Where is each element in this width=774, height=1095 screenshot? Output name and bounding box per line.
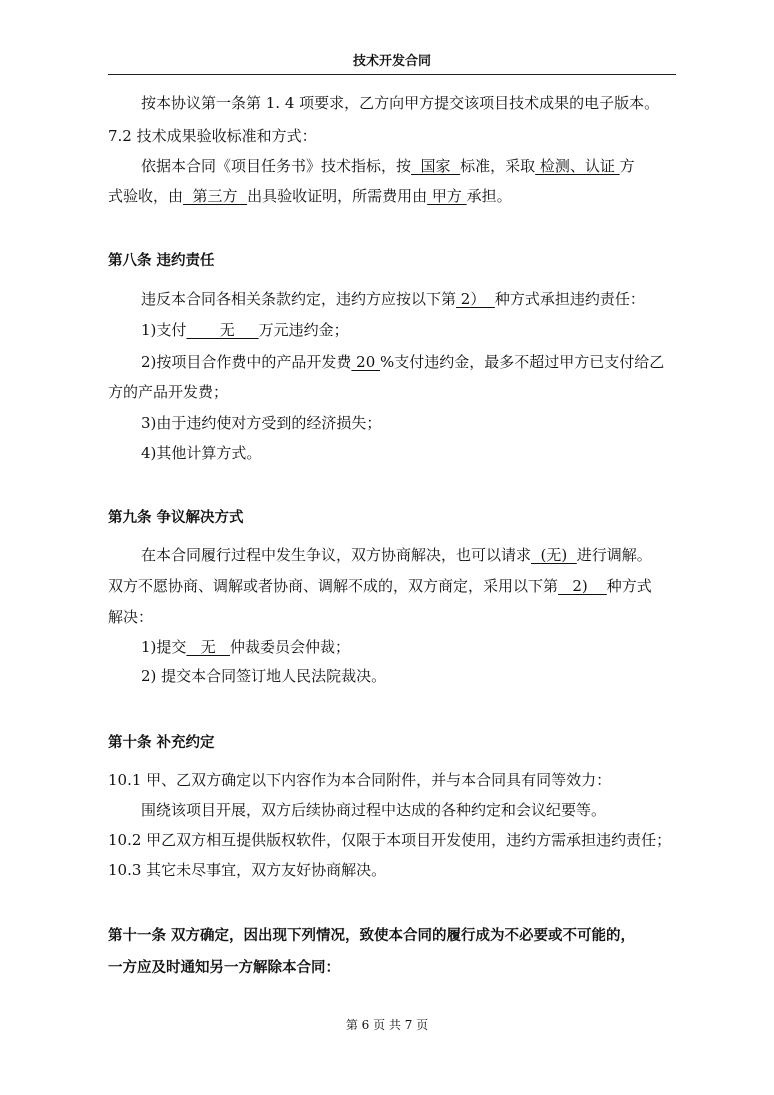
section-11-heading-line-2: 一方应及时通知另一方解除本合同： bbox=[108, 960, 340, 976]
text: 1)支付 bbox=[141, 321, 187, 339]
text: 出具验收证明，所需费用由 bbox=[247, 187, 428, 205]
header-divider bbox=[108, 74, 676, 75]
s8-item-2 bbox=[141, 352, 713, 372]
text: 万元违约金； bbox=[258, 321, 349, 339]
s9-line-1 bbox=[141, 545, 713, 565]
text: 2)按项目合作费中的产品开发费 bbox=[141, 353, 352, 371]
text: 仲裁委员会仲裁； bbox=[230, 638, 351, 656]
s8-item-4: 4)其他计算方式。 bbox=[141, 444, 262, 462]
blank-standard: 国家 bbox=[411, 157, 461, 175]
blank-resolution-method: 2) bbox=[558, 577, 607, 595]
text: 种方式 bbox=[606, 577, 652, 595]
s7-line-4 bbox=[108, 186, 680, 206]
page-number: 第 6 页 共 7 页 bbox=[345, 1018, 429, 1032]
s9-item-1 bbox=[141, 637, 713, 657]
s8-line-1 bbox=[141, 289, 713, 309]
s10-clause-10-1: 10.1 甲、乙双方确定以下内容作为本合同附件，并与本合同具有同等效力： bbox=[108, 771, 612, 789]
s9-line-3: 解决： bbox=[108, 608, 154, 626]
section-10-heading: 第十条 补充约定 bbox=[108, 735, 215, 751]
blank-certifier: 第三方 bbox=[183, 187, 248, 205]
text: 进行调解。 bbox=[576, 546, 652, 564]
s10-clause-10-2: 10.2 甲乙双方相互提供版权软件，仅限于本项目开发使用，违约方需承担违约责任； bbox=[108, 831, 672, 849]
blank-method-number: 2） bbox=[456, 290, 495, 308]
blank-payer: 甲方 bbox=[427, 187, 467, 205]
s7-line-1: 按本协议第一条第 1. 4 项要求，乙方向甲方提交该项目技术成果的电子版本。 bbox=[141, 94, 660, 112]
text: 1)提交 bbox=[141, 638, 187, 656]
text: 双方不愿协商、调解或者协商、调解不成的，双方商定，采用以下第 bbox=[108, 577, 559, 595]
s7-clause-7-2: 7.2 技术成果验收标准和方式： bbox=[108, 127, 317, 145]
section-9-heading: 第九条 争议解决方式 bbox=[108, 510, 244, 526]
text: 种方式承担违约责任： bbox=[494, 290, 645, 308]
text: 式验收，由 bbox=[108, 187, 184, 205]
blank-penalty-amount: 无 bbox=[186, 321, 259, 339]
s8-item-1 bbox=[141, 320, 713, 340]
s8-item-2-cont: 方的产品开发费； bbox=[108, 383, 229, 401]
s10-clause-10-3: 10.3 其它未尽事宜，双方友好协商解决。 bbox=[108, 861, 387, 879]
s8-item-3: 3)由于违约使对方受到的经济损失； bbox=[141, 414, 382, 432]
blank-arbitration-body: 无 bbox=[186, 638, 231, 656]
s9-item-2: 2) 提交本合同签订地人民法院裁决。 bbox=[141, 667, 387, 685]
text: 违反本合同各相关条款约定，违约方应按以下第 bbox=[141, 290, 457, 308]
text: 标准，采取 bbox=[460, 157, 536, 175]
text: 方 bbox=[619, 157, 635, 175]
document-header-title: 技术开发合同 bbox=[352, 54, 431, 69]
text: 承担。 bbox=[466, 187, 512, 205]
blank-percentage: 20 bbox=[351, 353, 381, 371]
section-11-heading-line-1: 第十一条 双方确定，因出现下列情况，致使本合同的履行成为不必要或不可能的， bbox=[108, 928, 636, 944]
blank-mediator: (无) bbox=[531, 546, 577, 564]
blank-method: 检测、认证 bbox=[535, 157, 620, 175]
text: 在本合同履行过程中发生争议，双方协商解决，也可以请求 bbox=[141, 546, 532, 564]
section-8-heading: 第八条 违约责任 bbox=[108, 253, 215, 269]
s7-line-3 bbox=[141, 156, 713, 176]
s10-clause-10-1-detail: 围绕该项目开展，双方后续协商过程中达成的各种约定和会议纪要等。 bbox=[141, 801, 607, 819]
s9-line-2 bbox=[108, 576, 680, 596]
text: %支付违约金，最多不超过甲方已支付给乙 bbox=[380, 353, 665, 371]
text: 依据本合同《项目任务书》技术指标，按 bbox=[141, 157, 412, 175]
